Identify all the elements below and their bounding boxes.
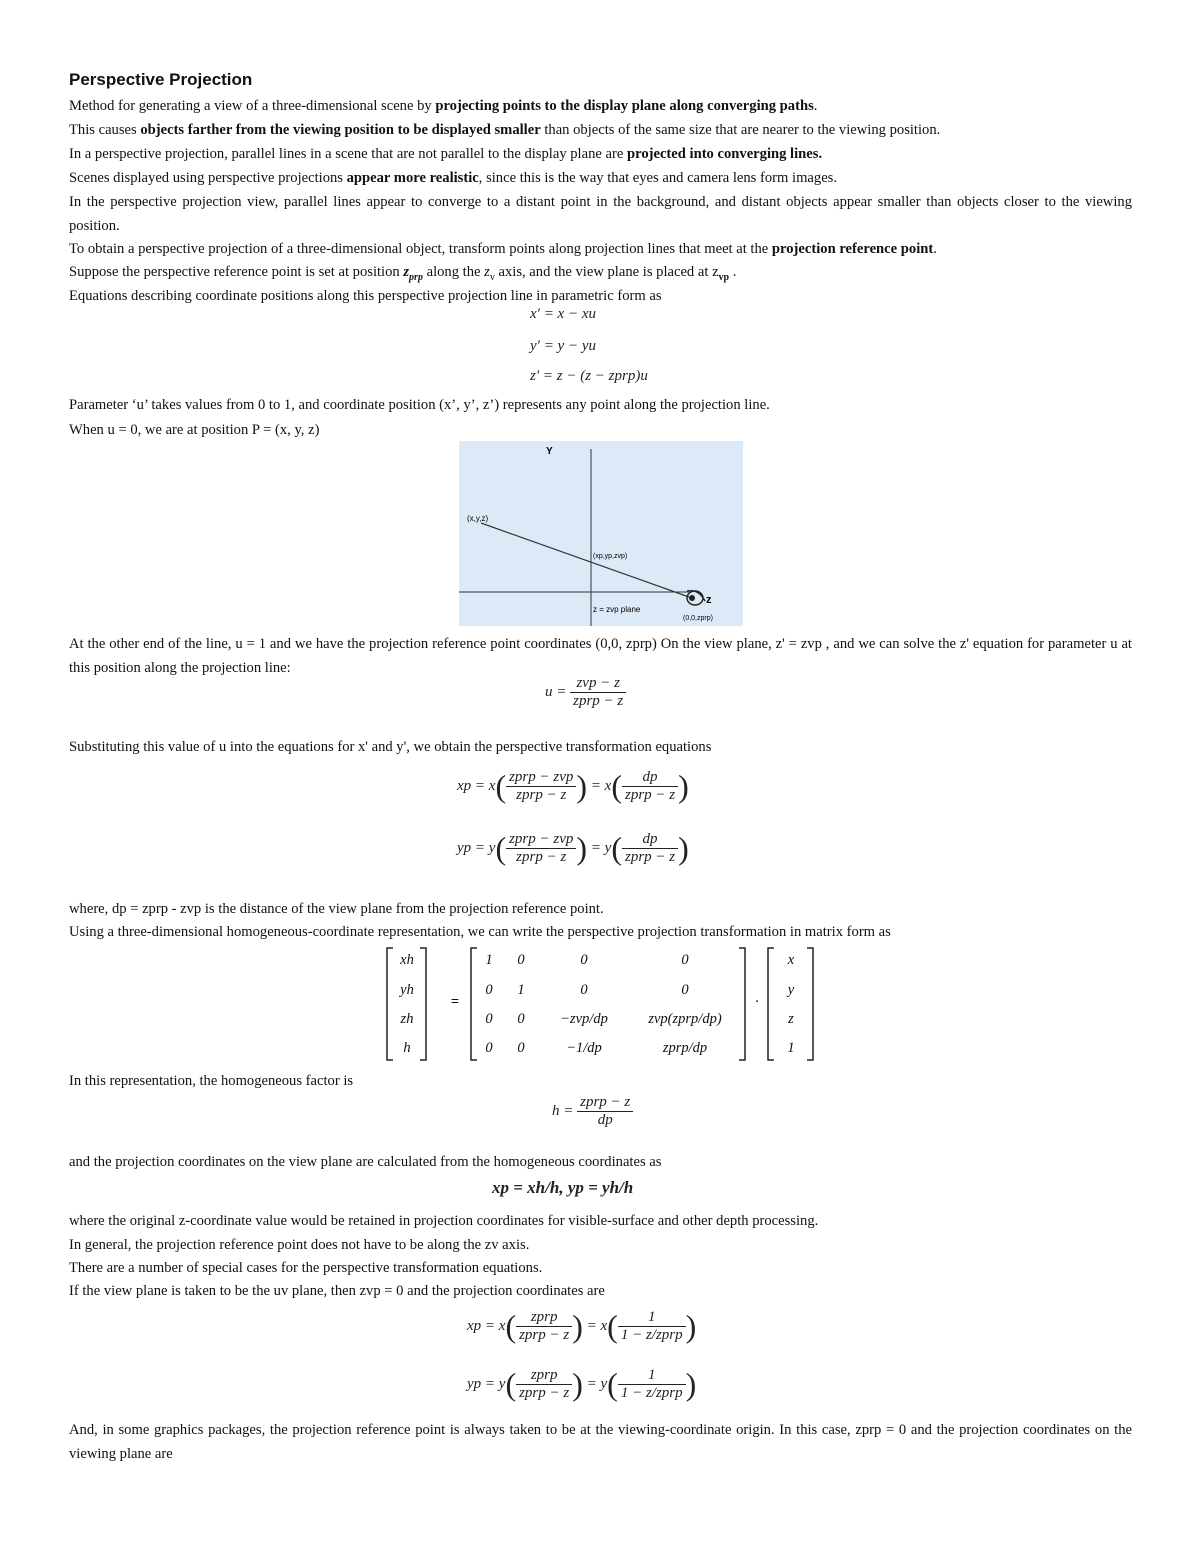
text-line-20: If the view plane is taken to be the uv plane, then zvp = 0 and the projection coordinates are [69,1283,605,1299]
text-line-17: where the original z-coordinate value would be retained in projection coordinates for visible-surface and other depth processing. [69,1213,819,1229]
text-line-12: Substituting this value of u into the equations for x' and y', we obtain the perspective transformation equations [69,739,712,755]
projected-point-label: (xp,yp,zvp) [593,553,628,560]
point-label: (x,y,z) [467,514,489,523]
text-line-19: There are a number of special cases for the perspective transformation equations. [69,1260,543,1276]
text-line-13: where, dp = zprp - zvp is the distance of the view plane from the projection reference point. [69,901,604,917]
equation-u: u = $\frac{\text{zvp − z}}{\text{zprp − z}}$ [545,675,626,710]
page-title: Perspective Projection [69,70,253,89]
diagram-background [459,441,743,626]
text-line-3: In a perspective projection, parallel lines in a scene that are not parallel to the display plane are projected into converging lines. [69,146,823,162]
equation-param-x: x′ = x − xu [530,306,596,322]
text-line-21: And, in some graphics packages, the projection reference point is always taken to be at the viewing-coordinate origin. In this case, zprp = 0 and the projection coordinates on the viewing plane are [69,1422,1132,1462]
equation-xp: xp = x( $\frac{\text{zprp − zvp}}{\text{zprp − z}}$ ) = x( $\frac{dp}{\text{zprp − z}}$ ) [457,768,689,804]
text-line-15: In this representation, the homogeneous factor is [69,1073,354,1089]
u-fraction: $\frac{\text{zvp − z}}{\text{zprp − z}}$ [570,675,626,710]
plane-label: z = zvp plane [593,605,641,614]
text-line-14: Using a three-dimensional homogeneous-coordinate representation, we can write the perspective projection transformation in matrix form as [69,924,891,940]
text-line-6: To obtain a perspective projection of a three-dimensional object, transform points along projection lines that meet at the projection reference point. [69,241,937,257]
text-line-7: Suppose the perspective reference point is set at position $z_{prp}$ along the $z_v$ axis, and the view plane is placed at $z_{vp}$ . [69,264,737,283]
text-line-18: In general, the projection reference point does not have to be along the zv axis. [69,1237,530,1253]
perspective-diagram [459,441,743,626]
equation-param-z: z′ = z − (z − zprp)u [530,368,648,384]
text-line-10: When u = 0, we are at position P = (x, y, z) [69,422,320,438]
text-line-16: and the projection coordinates on the view plane are calculated from the homogeneous coordinates as [69,1154,662,1170]
y-axis-label: Y [546,446,553,457]
equation-uv-xp: xp = x( $\frac{\text{zprp}}{\text{zprp − z}}$ ) = x( $\frac{1}{\text{1 − z/zprp}}$ ) [467,1308,697,1344]
text-line-4: Scenes displayed using perspective projections appear more realistic, since this is the way that eyes and camera lens form images. [69,170,838,186]
equation-param-y: y′ = y − yu [530,338,596,354]
text-line-11: At the other end of the line, u = 1 and we have the projection reference point coordinates (0,0, zprp) On the view plane, z' = zvp , and we can solve the z' equation for parameter u at this position along the projection line: [69,636,1132,676]
reference-point-label: (0,0,zprp) [683,615,713,622]
equation-yp: yp = y( $\frac{\text{zprp − zvp}}{\text{zprp − z}}$ ) = y( $\frac{dp}{\text{zprp − z}}$ ) [457,830,689,866]
equation-projection: xp = xh/h, yp = yh/h [492,1178,634,1197]
transformation-matrix: xh yh zh h = 1 0 0 0 0 1 0 0 0 0 −zvp/dp zvp(zprp/dp) 0 0 −1/dp zprp/dp · x y z 1 [385,944,817,1064]
equation-uv-yp: yp = y( $\frac{\text{zprp}}{\text{zprp − z}}$ ) = y( $\frac{1}{\text{1 − z/zprp}}$ ) [467,1366,697,1402]
text-line-8: Equations describing coordinate positions along this perspective projection line in parametric form as [69,288,662,304]
text-line-1: Method for generating a view of a three-dimensional scene by projecting points to the display plane along converging paths. [69,98,818,114]
text-line-9: Parameter ‘u’ takes values from 0 to 1, and coordinate position (x’, y’, z’) represents any point along the projection line. [69,397,770,413]
text-line-5: In the perspective projection view, parallel lines appear to converge to a distant point in the background, and distant objects appear smaller than objects closer to the viewing position. [69,194,1132,234]
equation-h: h = $\frac{\text{zprp − z}}{dp}$ [552,1094,633,1129]
text-line-2: This causes objects farther from the viewing position to be displayed smaller than objects of the same size that are nearer to the viewing position. [69,122,941,138]
z-axis-label: z [706,594,712,606]
